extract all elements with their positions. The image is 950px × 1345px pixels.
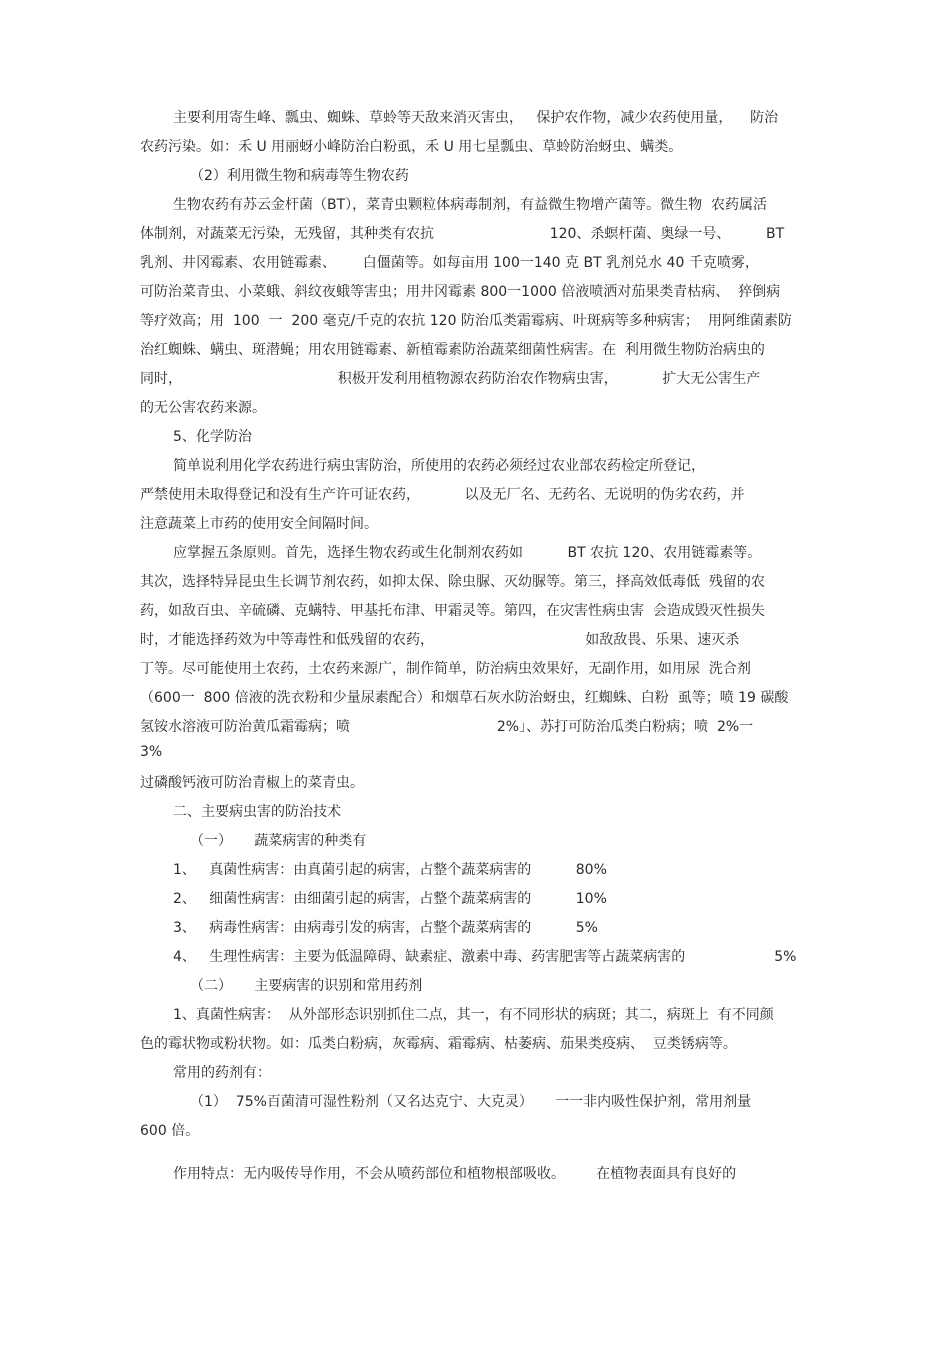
text-line: 可防治菜青虫、小菜蛾、斜纹夜蛾等害虫；用井冈霉素 800一1000 倍液喷洒对茄果类青枯病、 猝倒病: [140, 284, 781, 300]
text-line: 3%: [140, 744, 163, 760]
section-heading: （2）利用微生物和病毒等生物农药: [190, 168, 409, 184]
text-line: 600 倍。: [140, 1123, 200, 1139]
text-line: 严禁使用未取得登记和没有生产许可证农药， 以及无厂名、无药名、无说明的伪劣农药，并: [140, 487, 745, 503]
text-line: 常用的药剂有：: [173, 1065, 271, 1081]
list-item: 3、 病毒性病害：由病毒引发的病害，占整个蔬菜病害的 5%: [173, 920, 598, 936]
text-line: （1） 75%百菌清可湿性粉剂（又名达克宁、大克灵） 一一非内吸性保护剂，常用剂量: [190, 1094, 752, 1110]
text-line: 农药污染。如：禾 U 用丽蚜小峰防治白粉虱，禾 U 用七星瓢虫、草蛉防治蚜虫、螨类。: [140, 139, 683, 155]
text-line: 注意蔬菜上市药的使用安全间隔时间。: [140, 516, 378, 532]
text-line: 过磷酸钙液可防治青椒上的菜青虫。: [140, 775, 364, 791]
text-line: （600一 800 倍液的洗衣粉和少量尿素配合）和烟草石灰水防治蚜虫，红蜘蛛、白粉 虱等；喷 19 碳酸: [140, 690, 789, 706]
text-line: 药，如敌百虫、辛硫磷、克螨特、甲基托布津、甲霜灵等。第四，在灾害性病虫害 会造成毁灭性损失: [140, 603, 765, 619]
text-line: 作用特点：无内吸传导作用，不会从喷药部位和植物根部吸收。 在植物表面具有良好的: [173, 1166, 737, 1182]
text-line: 体制剂，对蔬菜无污染，无残留，其种类有农抗 120、杀螟杆菌、奥绿一号、 BT: [140, 226, 785, 242]
text-line: 色的霉状物或粉状物。如：瓜类白粉病，灰霉病、霜霉病、枯萎病、茄果类疫病、 豆类锈病等。: [140, 1036, 737, 1052]
text-line: 生物农药有苏云金杆菌（BT），菜青虫颗粒体病毒制剂，有益微生物增产菌等。微生物 农药属活: [173, 197, 768, 213]
section-heading: 二、主要病虫害的防治技术: [173, 804, 341, 820]
section-heading: （二） 主要病害的识别和常用药剂: [190, 978, 423, 994]
text-line: 应掌握五条原则。首先，选择生物农药或生化制剂农药如 BT 农抗 120、农用链霉素等。: [173, 545, 762, 561]
section-heading: 5、化学防治: [173, 429, 252, 445]
text-line: 氢铵水溶液可防治黄瓜霜霉病；喷 2%」、苏打可防治瓜类白粉病；喷 2%一: [140, 719, 754, 735]
text-line: 简单说利用化学农药进行病虫害防治，所使用的农药必须经过农业部农药检定所登记，: [173, 458, 705, 474]
text-line: 同时， 积极开发利用植物源农药防治农作物病虫害， 扩大无公害生产: [140, 371, 761, 387]
text-line: 时，才能选择药效为中等毒性和低残留的农药， 如敌敌畏、乐果、速灭杀: [140, 632, 740, 648]
text-line: 1、真菌性病害： 从外部形态识别抓住二点，其一，有不同形状的病斑；其二，病斑上 有不同颜: [173, 1007, 774, 1023]
list-item: 4、 生理性病害：主要为低温障碍、缺素症、激素中毒、药害肥害等占蔬菜病害的 5%: [173, 949, 797, 965]
text-line: 的无公害农药来源。: [140, 400, 266, 416]
list-item: 1、 真菌性病害：由真菌引起的病害，占整个蔬菜病害的 80%: [173, 862, 607, 878]
section-heading: （一） 蔬菜病害的种类有: [190, 833, 367, 849]
list-item: 2、 细菌性病害：由细菌引起的病害，占整个蔬菜病害的 10%: [173, 891, 607, 907]
text-line: 主要利用寄生峰、瓢虫、蜘蛛、草蛉等天敌来消灭害虫， 保护农作物，减少农药使用量， 防治: [173, 110, 779, 126]
text-line: 丁等。尽可能使用土农药，土农药来源广，制作简单，防治病虫效果好，无副作用，如用尿 洗合剂: [140, 661, 751, 677]
text-line: 等疗效高；用 100 一 200 毫克/千克的农抗 120 防治瓜类霜霉病、叶斑病等多种病害； 用阿维菌素防: [140, 313, 792, 329]
text-line: 治红蜘蛛、螨虫、斑潜蝇；用农用链霉素、新植霉素防治蔬菜细菌性病害。在 利用微生物防治病虫的: [140, 342, 765, 358]
text-line: 乳剂、井冈霉素、农用链霉素、 白僵菌等。如每亩用 100一140 克 BT 乳剂兑水 40 千克喷雾，: [140, 255, 759, 271]
text-line: 其次，选择特异昆虫生长调节剂农药，如抑太保、除虫脲、灭幼脲等。第三，择高效低毒低 残留的农: [140, 574, 765, 590]
